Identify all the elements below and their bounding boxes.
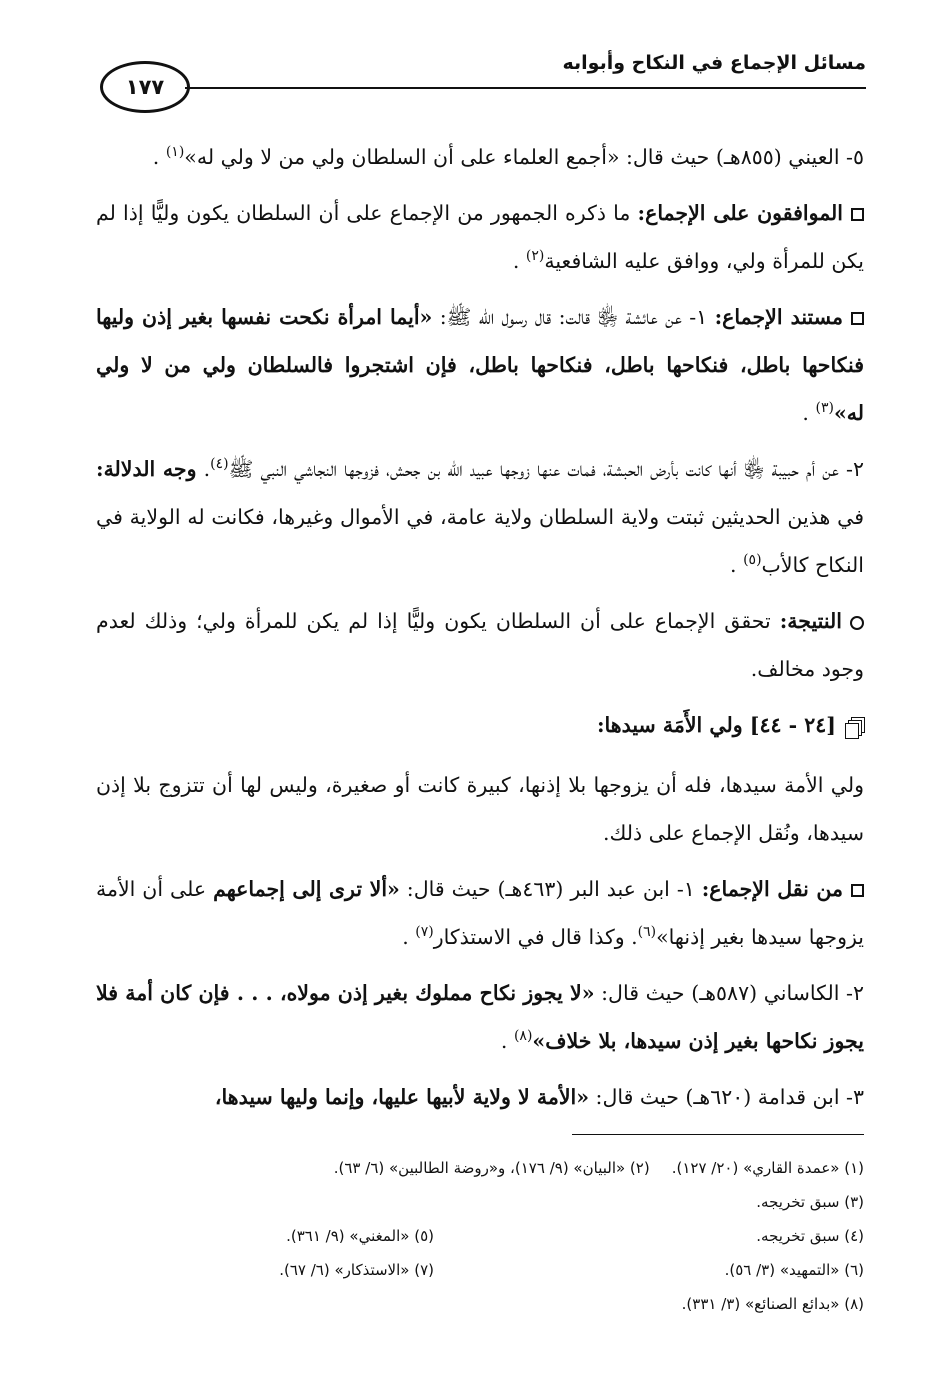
section-label: وجه الدلالة: <box>96 457 197 481</box>
paragraph-agreeing: الموافقون على الإجماع: ما ذكره الجمهور من الإجماع على أن السلطان يكون وليًّا إذا لم يكن للمرأة ولي، ووافق عليه الشافعية$^{(٢)}$ . <box>96 201 864 273</box>
documents-icon <box>846 717 864 737</box>
footnote-2: (٢) «البيان» (٩/ ١٧٦)، و«روضة الطالبين» (٦/ ٦٣). <box>333 1159 650 1177</box>
main-text <box>96 133 864 1129</box>
section-label: من نقل الإجماع: <box>701 877 843 901</box>
footnote-row <box>96 1253 864 1287</box>
paragraph-umm-habiba: ٢- عن أم حبيبة ﵂ أنها كانت بأرض الحبشة، فمات عنها زوجها عبيد الله بن جحش، فزوجها النجاشي النبي ﷺ$^{(٤)}$. وجه الدلالة: في هذين الحديثين ثبتت ولاية السلطان ولاية عامة، في الأموال وغيرها، فكانت له الولاية في النكاح كالأب$^{(٥)}$ . <box>96 456 864 577</box>
hadith-quote: «أيما امرأة نكحت نفسها بغير إذن وليها فنكاحها باطل، فنكاحها باطل، فنكاحها باطل، فإن اشتجروا فالسلطان ولي من لا ولي له» <box>96 305 864 425</box>
paragraph-transmitters: من نقل الإجماع: ١- ابن عبد البر (٤٦٣هـ) حيث قال: «ألا ترى إلى إجماعهم على أن الأمة يزوجها سيدها بغير إذنها»$^{(٦)}$. وكذا قال في الاستذكار$^{(٧)}$ . <box>96 877 864 949</box>
footnote-ref: (٥) <box>743 552 762 569</box>
square-bullet-icon <box>851 884 864 897</box>
footnotes <box>96 1151 864 1321</box>
paragraph-kasani: ٢- الكاساني (٥٨٧هـ) حيث قال: «لا يجوز نكاح مملوك بغير إذن مولاه، . . . فإن كان أمة فلا يجوز نكاحها بغير إذن سيدها، بلا خلاف»$^{(٨)}$ . <box>96 981 864 1053</box>
footnote-7: (٧) «الاستذكار» (٦/ ٦٧). <box>279 1261 434 1279</box>
section-label: الموافقون على الإجماع: <box>637 201 844 225</box>
paragraph-ibn-qudama: ٣- ابن قدامة (٦٢٠هـ) حيث قال: «الأمة لا ولاية لأبيها عليها، وإنما وليها سيدها، <box>214 1085 864 1109</box>
quote: «الأمة لا ولاية لأبيها عليها، وإنما وليها سيدها، <box>214 1085 590 1109</box>
section-label: مستند الإجماع: <box>714 305 843 329</box>
paragraph-result: النتيجة: تحقق الإجماع على أن السلطان يكون وليًّا إذا لم يكن للمرأة ولي؛ وذلك لعدم وجود مخالف. <box>96 609 864 681</box>
paragraph-al-ayni: ٥- العيني (٨٥٥هـ) حيث قال: «أجمع العلماء على أن السلطان ولي من لا ولي له»$^{(١)}$ . <box>152 144 864 169</box>
footnote-ref: (٦) <box>637 924 657 941</box>
footnote-separator <box>572 1134 864 1135</box>
page-number <box>100 61 190 113</box>
page-number-text: ١٧٧ <box>125 75 165 99</box>
square-bullet-icon <box>851 208 864 221</box>
footnote-row <box>96 1287 864 1321</box>
footnote-ref: (٧) <box>415 924 434 941</box>
footnote-6: (٦) «التمهيد» (٣/ ٥٦). <box>724 1261 864 1279</box>
circle-bullet-icon <box>850 616 864 630</box>
footnote-row <box>96 1151 864 1185</box>
header-rule <box>185 87 866 89</box>
quote: «ألا ترى إلى إجماعهم <box>213 877 400 901</box>
footnote-row <box>96 1219 864 1253</box>
footnote-4: (٤) سبق تخريجه. <box>756 1227 864 1245</box>
quote: «لا يجوز نكاح مملوك بغير إذن مولاه، . . . فإن كان أمة فلا يجوز نكاحها بغير إذن سيدها، بلا خلاف» <box>96 981 864 1053</box>
footnote-ref: (٢) <box>525 248 545 265</box>
footnote-ref: (٨) <box>513 1028 533 1045</box>
footnote-5: (٥) «المغني» (٩/ ٣٦١). <box>286 1227 434 1245</box>
footnote-ref: (٣) <box>815 400 834 417</box>
footnote-1: (١) «عمدة القاري» (٢٠/ ١٢٧). <box>671 1159 864 1177</box>
square-bullet-icon <box>851 312 864 325</box>
footnote-8: (٨) «بدائع الصنائع» (٣/ ٣٣١). <box>681 1295 864 1313</box>
section-label: النتيجة: <box>779 609 842 633</box>
footnote-ref: (١) <box>165 144 185 161</box>
footnote-3: (٣) سبق تخريجه. <box>756 1193 864 1211</box>
footnote-row <box>96 1185 864 1219</box>
running-title: مسائل الإجماع في النكاح وأبوابه <box>562 52 866 74</box>
paragraph-evidence: مستند الإجماع: ١- عن عائشة ﵂ قالت: قال رسول الله ﷺ: «أيما امرأة نكحت نفسها بغير إذن وليها فنكاحها باطل، فنكاحها باطل، فنكاحها باطل، فإن اشتجروا فالسلطان ولي من لا ولي له»$^{(٣)}$ . <box>96 305 864 425</box>
paragraph-guardian-of-slave: ولي الأمة سيدها، فله أن يزوجها بلا إذنها، كبيرة كانت أو صغيرة، وليس لها أن تتزوج بلا إذن سيدها، ونُقل الإجماع على ذلك. <box>96 773 864 845</box>
footnote-ref: (٤) <box>210 456 229 473</box>
section-heading: [٢٤ - ٤٤] ولي الأَمَة سيدها: <box>96 701 864 749</box>
